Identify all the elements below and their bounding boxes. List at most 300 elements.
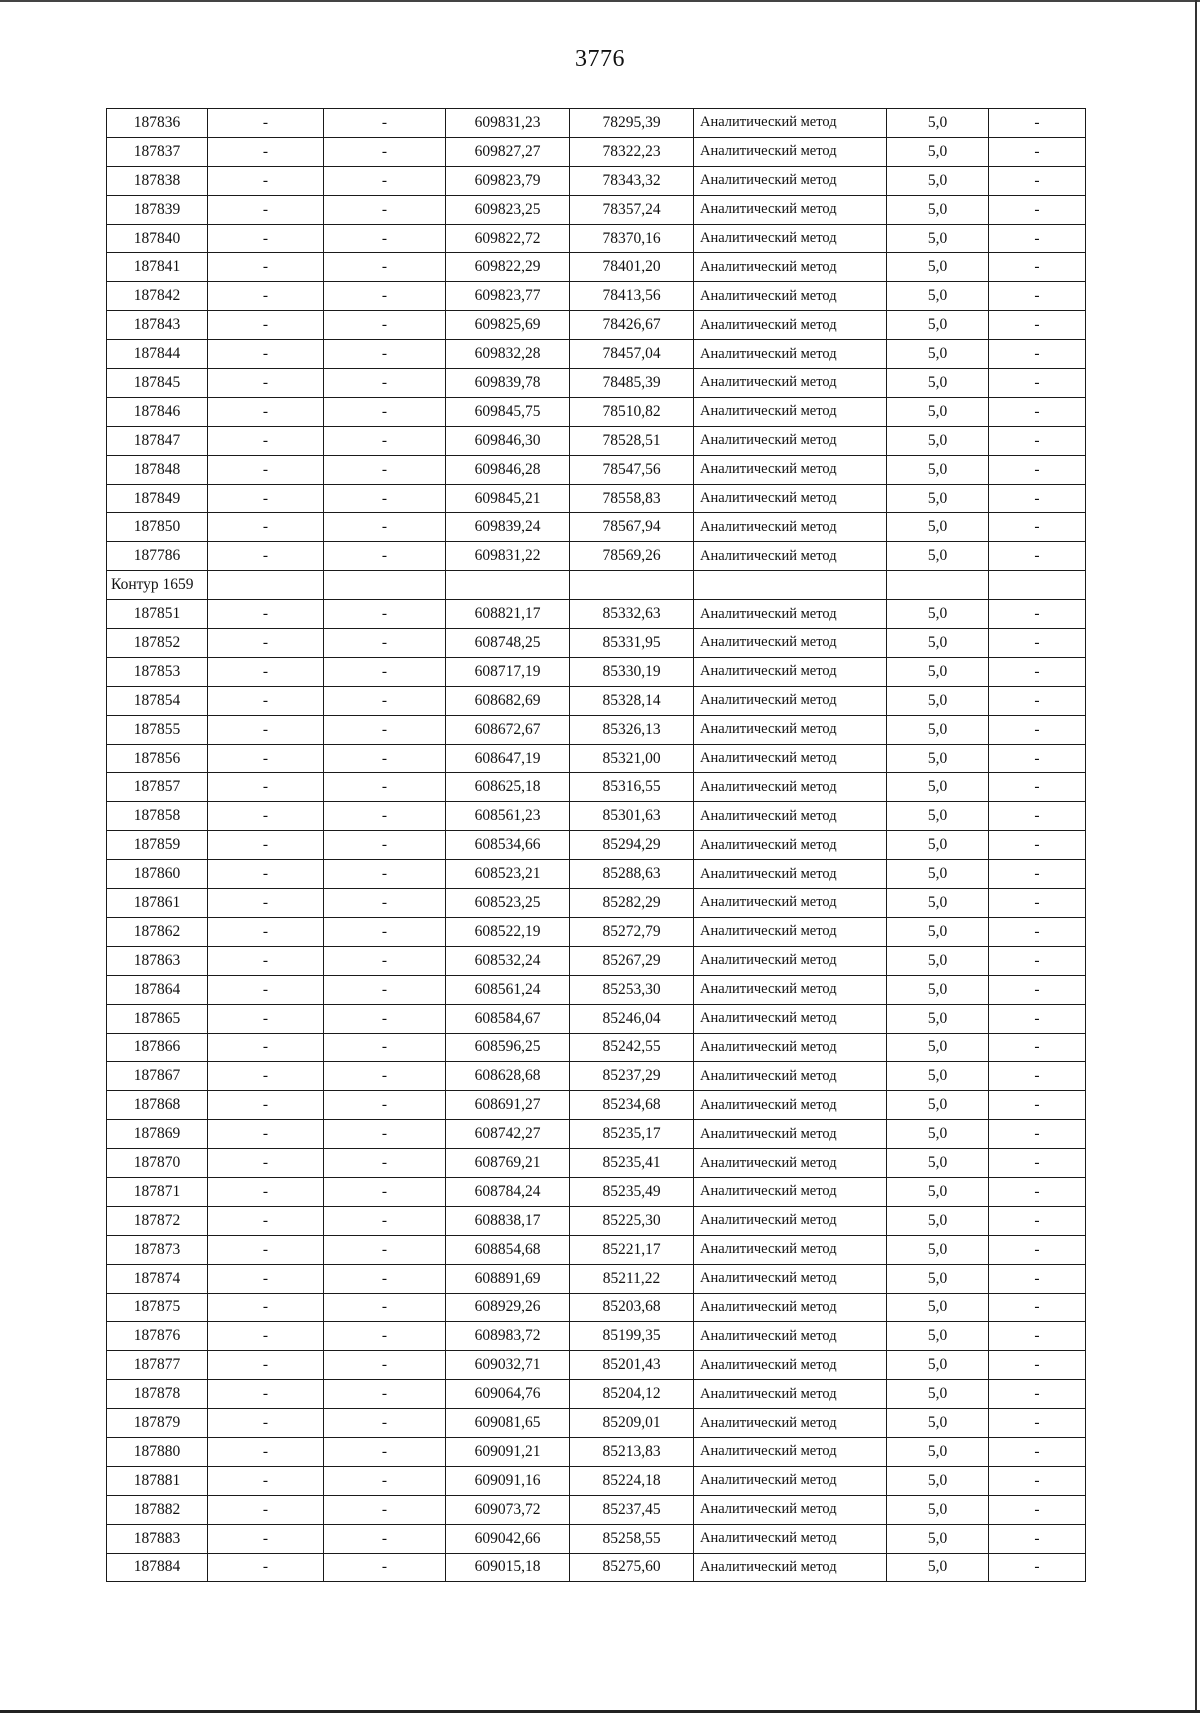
- empty-cell: [324, 571, 446, 600]
- dash-cell: -: [324, 600, 446, 629]
- accuracy-cell: 5,0: [887, 975, 989, 1004]
- table-row: [107, 600, 1086, 629]
- method-cell: Аналитический метод: [694, 686, 887, 715]
- dash-cell: -: [324, 860, 446, 889]
- dash-cell: -: [989, 1524, 1086, 1553]
- accuracy-cell: 5,0: [887, 1351, 989, 1380]
- x-coordinate-cell: 609845,21: [446, 484, 570, 513]
- point-number-cell: 187838: [107, 166, 208, 195]
- dash-cell: -: [208, 195, 324, 224]
- dash-cell: -: [989, 1380, 1086, 1409]
- accuracy-cell: 5,0: [887, 397, 989, 426]
- point-number-cell: 187837: [107, 137, 208, 166]
- y-coordinate-cell: 85294,29: [570, 831, 694, 860]
- method-cell: Аналитический метод: [694, 1409, 887, 1438]
- accuracy-cell: 5,0: [887, 744, 989, 773]
- y-coordinate-cell: 78547,56: [570, 455, 694, 484]
- point-number-cell: 187861: [107, 889, 208, 918]
- dash-cell: -: [324, 1409, 446, 1438]
- table-row: [107, 1091, 1086, 1120]
- table-row: [107, 1264, 1086, 1293]
- y-coordinate-cell: 85201,43: [570, 1351, 694, 1380]
- table-row: [107, 369, 1086, 398]
- dash-cell: -: [989, 282, 1086, 311]
- dash-cell: -: [989, 166, 1086, 195]
- accuracy-cell: 5,0: [887, 1380, 989, 1409]
- dash-cell: -: [208, 484, 324, 513]
- dash-cell: -: [324, 744, 446, 773]
- dash-cell: -: [989, 1437, 1086, 1466]
- dash-cell: -: [324, 253, 446, 282]
- table-row: [107, 1149, 1086, 1178]
- point-number-cell: 187873: [107, 1235, 208, 1264]
- dash-cell: -: [324, 513, 446, 542]
- y-coordinate-cell: 85253,30: [570, 975, 694, 1004]
- dash-cell: -: [324, 917, 446, 946]
- point-number-cell: 187868: [107, 1091, 208, 1120]
- dash-cell: -: [989, 600, 1086, 629]
- dash-cell: -: [989, 629, 1086, 658]
- accuracy-cell: 5,0: [887, 1177, 989, 1206]
- table-row: [107, 744, 1086, 773]
- point-number-cell: 187848: [107, 455, 208, 484]
- dash-cell: -: [324, 1149, 446, 1178]
- y-coordinate-cell: 78370,16: [570, 224, 694, 253]
- accuracy-cell: 5,0: [887, 253, 989, 282]
- dash-cell: -: [324, 1235, 446, 1264]
- dash-cell: -: [989, 253, 1086, 282]
- y-coordinate-cell: 85224,18: [570, 1466, 694, 1495]
- accuracy-cell: 5,0: [887, 946, 989, 975]
- accuracy-cell: 5,0: [887, 542, 989, 571]
- table-row: [107, 629, 1086, 658]
- accuracy-cell: 5,0: [887, 166, 989, 195]
- y-coordinate-cell: 85332,63: [570, 600, 694, 629]
- table-row: [107, 1120, 1086, 1149]
- point-number-cell: 187882: [107, 1495, 208, 1524]
- table-row: [107, 1206, 1086, 1235]
- accuracy-cell: 5,0: [887, 1120, 989, 1149]
- accuracy-cell: 5,0: [887, 1293, 989, 1322]
- accuracy-cell: 5,0: [887, 1524, 989, 1553]
- point-number-cell: 187881: [107, 1466, 208, 1495]
- table-row: [107, 831, 1086, 860]
- dash-cell: -: [208, 1466, 324, 1495]
- x-coordinate-cell: 608522,19: [446, 917, 570, 946]
- dash-cell: -: [208, 166, 324, 195]
- dash-cell: -: [989, 1495, 1086, 1524]
- dash-cell: -: [989, 773, 1086, 802]
- x-coordinate-cell: 609091,16: [446, 1466, 570, 1495]
- dash-cell: -: [324, 1351, 446, 1380]
- method-cell: Аналитический метод: [694, 1495, 887, 1524]
- dash-cell: -: [208, 1120, 324, 1149]
- point-number-cell: 187852: [107, 629, 208, 658]
- method-cell: Аналитический метод: [694, 1177, 887, 1206]
- dash-cell: -: [324, 397, 446, 426]
- y-coordinate-cell: 85258,55: [570, 1524, 694, 1553]
- accuracy-cell: 5,0: [887, 1004, 989, 1033]
- accuracy-cell: 5,0: [887, 657, 989, 686]
- y-coordinate-cell: 78457,04: [570, 340, 694, 369]
- dash-cell: -: [989, 1062, 1086, 1091]
- method-cell: Аналитический метод: [694, 889, 887, 918]
- dash-cell: -: [208, 369, 324, 398]
- dash-cell: -: [989, 1206, 1086, 1235]
- dash-cell: -: [208, 1409, 324, 1438]
- dash-cell: -: [208, 975, 324, 1004]
- table-row: [107, 1293, 1086, 1322]
- table-row: [107, 860, 1086, 889]
- x-coordinate-cell: 608838,17: [446, 1206, 570, 1235]
- method-cell: Аналитический метод: [694, 340, 887, 369]
- dash-cell: -: [324, 340, 446, 369]
- method-cell: Аналитический метод: [694, 369, 887, 398]
- dash-cell: -: [208, 253, 324, 282]
- accuracy-cell: 5,0: [887, 224, 989, 253]
- x-coordinate-cell: 608748,25: [446, 629, 570, 658]
- method-cell: Аналитический метод: [694, 1293, 887, 1322]
- dash-cell: -: [324, 946, 446, 975]
- dash-cell: -: [208, 1235, 324, 1264]
- dash-cell: -: [208, 1322, 324, 1351]
- table-row: [107, 1004, 1086, 1033]
- dash-cell: -: [324, 1091, 446, 1120]
- x-coordinate-cell: 608532,24: [446, 946, 570, 975]
- dash-cell: -: [208, 1033, 324, 1062]
- dash-cell: -: [324, 369, 446, 398]
- table-row: [107, 715, 1086, 744]
- accuracy-cell: 5,0: [887, 137, 989, 166]
- y-coordinate-cell: 78357,24: [570, 195, 694, 224]
- x-coordinate-cell: 608584,67: [446, 1004, 570, 1033]
- empty-cell: [570, 571, 694, 600]
- accuracy-cell: 5,0: [887, 1553, 989, 1582]
- dash-cell: -: [208, 773, 324, 802]
- y-coordinate-cell: 85204,12: [570, 1380, 694, 1409]
- y-coordinate-cell: 85235,41: [570, 1149, 694, 1178]
- dash-cell: -: [208, 917, 324, 946]
- point-number-cell: 187867: [107, 1062, 208, 1091]
- contour-row: [107, 571, 1086, 600]
- dash-cell: -: [989, 1033, 1086, 1062]
- accuracy-cell: 5,0: [887, 802, 989, 831]
- dash-cell: -: [324, 484, 446, 513]
- dash-cell: -: [208, 224, 324, 253]
- empty-cell: [694, 571, 887, 600]
- dash-cell: -: [324, 1466, 446, 1495]
- dash-cell: -: [989, 426, 1086, 455]
- table-row: [107, 975, 1086, 1004]
- scan-edge-top: [0, 0, 1200, 2]
- dash-cell: -: [989, 1293, 1086, 1322]
- method-cell: Аналитический метод: [694, 1437, 887, 1466]
- y-coordinate-cell: 85326,13: [570, 715, 694, 744]
- method-cell: Аналитический метод: [694, 1120, 887, 1149]
- dash-cell: -: [324, 773, 446, 802]
- x-coordinate-cell: 609823,79: [446, 166, 570, 195]
- accuracy-cell: 5,0: [887, 195, 989, 224]
- accuracy-cell: 5,0: [887, 455, 989, 484]
- y-coordinate-cell: 85211,22: [570, 1264, 694, 1293]
- x-coordinate-cell: 608523,25: [446, 889, 570, 918]
- dash-cell: -: [324, 1177, 446, 1206]
- point-number-cell: 187878: [107, 1380, 208, 1409]
- dash-cell: -: [989, 889, 1086, 918]
- dash-cell: -: [208, 600, 324, 629]
- y-coordinate-cell: 85288,63: [570, 860, 694, 889]
- dash-cell: -: [989, 686, 1086, 715]
- method-cell: Аналитический метод: [694, 1235, 887, 1264]
- method-cell: Аналитический метод: [694, 657, 887, 686]
- dash-cell: -: [208, 1264, 324, 1293]
- dash-cell: -: [989, 195, 1086, 224]
- point-number-cell: 187863: [107, 946, 208, 975]
- y-coordinate-cell: 85246,04: [570, 1004, 694, 1033]
- accuracy-cell: 5,0: [887, 484, 989, 513]
- dash-cell: -: [989, 1149, 1086, 1178]
- x-coordinate-cell: 608929,26: [446, 1293, 570, 1322]
- point-number-cell: 187843: [107, 311, 208, 340]
- point-number-cell: 187853: [107, 657, 208, 686]
- accuracy-cell: 5,0: [887, 1409, 989, 1438]
- y-coordinate-cell: 85275,60: [570, 1553, 694, 1582]
- table-row: [107, 340, 1086, 369]
- method-cell: Аналитический метод: [694, 1004, 887, 1033]
- point-number-cell: 187858: [107, 802, 208, 831]
- y-coordinate-cell: 78413,56: [570, 282, 694, 311]
- y-coordinate-cell: 85235,49: [570, 1177, 694, 1206]
- point-number-cell: 187839: [107, 195, 208, 224]
- dash-cell: -: [208, 1495, 324, 1524]
- coordinates-table: [106, 108, 1086, 1582]
- dash-cell: -: [324, 802, 446, 831]
- y-coordinate-cell: 78569,26: [570, 542, 694, 571]
- dash-cell: -: [989, 455, 1086, 484]
- method-cell: Аналитический метод: [694, 1553, 887, 1582]
- accuracy-cell: 5,0: [887, 109, 989, 138]
- method-cell: Аналитический метод: [694, 1091, 887, 1120]
- table-row: [107, 1380, 1086, 1409]
- y-coordinate-cell: 78558,83: [570, 484, 694, 513]
- dash-cell: -: [324, 1437, 446, 1466]
- table-row: [107, 686, 1086, 715]
- x-coordinate-cell: 608523,21: [446, 860, 570, 889]
- x-coordinate-cell: 608854,68: [446, 1235, 570, 1264]
- dash-cell: -: [208, 1553, 324, 1582]
- table-row: [107, 311, 1086, 340]
- point-number-cell: 187844: [107, 340, 208, 369]
- accuracy-cell: 5,0: [887, 426, 989, 455]
- y-coordinate-cell: 85321,00: [570, 744, 694, 773]
- method-cell: Аналитический метод: [694, 426, 887, 455]
- point-number-cell: 187872: [107, 1206, 208, 1235]
- accuracy-cell: 5,0: [887, 629, 989, 658]
- x-coordinate-cell: 609845,75: [446, 397, 570, 426]
- x-coordinate-cell: 609091,21: [446, 1437, 570, 1466]
- table-row: [107, 1235, 1086, 1264]
- dash-cell: -: [208, 311, 324, 340]
- y-coordinate-cell: 85203,68: [570, 1293, 694, 1322]
- dash-cell: -: [324, 1524, 446, 1553]
- dash-cell: -: [324, 1293, 446, 1322]
- dash-cell: -: [324, 975, 446, 1004]
- method-cell: Аналитический метод: [694, 1380, 887, 1409]
- point-number-cell: 187786: [107, 542, 208, 571]
- table-row: [107, 1466, 1086, 1495]
- accuracy-cell: 5,0: [887, 889, 989, 918]
- dash-cell: -: [324, 1553, 446, 1582]
- point-number-cell: 187884: [107, 1553, 208, 1582]
- dash-cell: -: [989, 340, 1086, 369]
- method-cell: Аналитический метод: [694, 224, 887, 253]
- dash-cell: -: [324, 1206, 446, 1235]
- dash-cell: -: [324, 137, 446, 166]
- point-number-cell: 187875: [107, 1293, 208, 1322]
- point-number-cell: 187854: [107, 686, 208, 715]
- dash-cell: -: [208, 715, 324, 744]
- dash-cell: -: [208, 657, 324, 686]
- accuracy-cell: 5,0: [887, 715, 989, 744]
- point-number-cell: 187859: [107, 831, 208, 860]
- coordinates-table-body: [107, 109, 1086, 1582]
- dash-cell: -: [989, 484, 1086, 513]
- method-cell: Аналитический метод: [694, 1322, 887, 1351]
- contour-label: Контур 1659: [107, 571, 208, 600]
- method-cell: Аналитический метод: [694, 311, 887, 340]
- table-row: [107, 513, 1086, 542]
- dash-cell: -: [989, 975, 1086, 1004]
- x-coordinate-cell: 609073,72: [446, 1495, 570, 1524]
- dash-cell: -: [324, 1495, 446, 1524]
- empty-cell: [887, 571, 989, 600]
- point-number-cell: 187847: [107, 426, 208, 455]
- dash-cell: -: [989, 1466, 1086, 1495]
- x-coordinate-cell: 609064,76: [446, 1380, 570, 1409]
- dash-cell: -: [208, 1351, 324, 1380]
- y-coordinate-cell: 85331,95: [570, 629, 694, 658]
- dash-cell: -: [324, 1004, 446, 1033]
- dash-cell: -: [989, 224, 1086, 253]
- table-row: [107, 224, 1086, 253]
- point-number-cell: 187876: [107, 1322, 208, 1351]
- accuracy-cell: 5,0: [887, 1322, 989, 1351]
- point-number-cell: 187857: [107, 773, 208, 802]
- dash-cell: -: [324, 831, 446, 860]
- accuracy-cell: 5,0: [887, 917, 989, 946]
- x-coordinate-cell: 608983,72: [446, 1322, 570, 1351]
- dash-cell: -: [989, 1409, 1086, 1438]
- dash-cell: -: [324, 311, 446, 340]
- y-coordinate-cell: 85221,17: [570, 1235, 694, 1264]
- table-row: [107, 455, 1086, 484]
- x-coordinate-cell: 608784,24: [446, 1177, 570, 1206]
- dash-cell: -: [324, 1380, 446, 1409]
- method-cell: Аналитический метод: [694, 484, 887, 513]
- x-coordinate-cell: 608534,66: [446, 831, 570, 860]
- accuracy-cell: 5,0: [887, 860, 989, 889]
- dash-cell: -: [324, 195, 446, 224]
- table-row: [107, 1495, 1086, 1524]
- accuracy-cell: 5,0: [887, 831, 989, 860]
- dash-cell: -: [208, 109, 324, 138]
- method-cell: Аналитический метод: [694, 1206, 887, 1235]
- point-number-cell: 187850: [107, 513, 208, 542]
- y-coordinate-cell: 78401,20: [570, 253, 694, 282]
- point-number-cell: 187864: [107, 975, 208, 1004]
- method-cell: Аналитический метод: [694, 253, 887, 282]
- table-row: [107, 1177, 1086, 1206]
- x-coordinate-cell: 608821,17: [446, 600, 570, 629]
- x-coordinate-cell: 609831,23: [446, 109, 570, 138]
- dash-cell: -: [989, 311, 1086, 340]
- point-number-cell: 187879: [107, 1409, 208, 1438]
- dash-cell: -: [324, 455, 446, 484]
- point-number-cell: 187865: [107, 1004, 208, 1033]
- method-cell: Аналитический метод: [694, 744, 887, 773]
- dash-cell: -: [989, 946, 1086, 975]
- point-number-cell: 187871: [107, 1177, 208, 1206]
- table-row: [107, 1524, 1086, 1553]
- dash-cell: -: [208, 860, 324, 889]
- point-number-cell: 187860: [107, 860, 208, 889]
- dash-cell: -: [208, 889, 324, 918]
- x-coordinate-cell: 609042,66: [446, 1524, 570, 1553]
- y-coordinate-cell: 78322,23: [570, 137, 694, 166]
- method-cell: Аналитический метод: [694, 975, 887, 1004]
- dash-cell: -: [208, 1177, 324, 1206]
- dash-cell: -: [989, 657, 1086, 686]
- dash-cell: -: [208, 397, 324, 426]
- x-coordinate-cell: 608891,69: [446, 1264, 570, 1293]
- x-coordinate-cell: 609032,71: [446, 1351, 570, 1380]
- method-cell: Аналитический метод: [694, 109, 887, 138]
- dash-cell: -: [208, 542, 324, 571]
- dash-cell: -: [208, 1524, 324, 1553]
- point-number-cell: 187840: [107, 224, 208, 253]
- point-number-cell: 187866: [107, 1033, 208, 1062]
- table-row: [107, 1322, 1086, 1351]
- dash-cell: -: [989, 1004, 1086, 1033]
- method-cell: Аналитический метод: [694, 1466, 887, 1495]
- x-coordinate-cell: 608672,67: [446, 715, 570, 744]
- dash-cell: -: [208, 802, 324, 831]
- table-row: [107, 253, 1086, 282]
- point-number-cell: 187851: [107, 600, 208, 629]
- y-coordinate-cell: 85301,63: [570, 802, 694, 831]
- x-coordinate-cell: 609827,27: [446, 137, 570, 166]
- dash-cell: -: [324, 1264, 446, 1293]
- dash-cell: -: [989, 860, 1086, 889]
- method-cell: Аналитический метод: [694, 629, 887, 658]
- x-coordinate-cell: 609831,22: [446, 542, 570, 571]
- method-cell: Аналитический метод: [694, 1351, 887, 1380]
- dash-cell: -: [324, 542, 446, 571]
- x-coordinate-cell: 608742,27: [446, 1120, 570, 1149]
- point-number-cell: 187845: [107, 369, 208, 398]
- y-coordinate-cell: 85282,29: [570, 889, 694, 918]
- x-coordinate-cell: 608596,25: [446, 1033, 570, 1062]
- dash-cell: -: [989, 397, 1086, 426]
- y-coordinate-cell: 85267,29: [570, 946, 694, 975]
- point-number-cell: 187856: [107, 744, 208, 773]
- dash-cell: -: [989, 1553, 1086, 1582]
- accuracy-cell: 5,0: [887, 513, 989, 542]
- dash-cell: -: [989, 917, 1086, 946]
- method-cell: Аналитический метод: [694, 946, 887, 975]
- dash-cell: -: [324, 715, 446, 744]
- point-number-cell: 187869: [107, 1120, 208, 1149]
